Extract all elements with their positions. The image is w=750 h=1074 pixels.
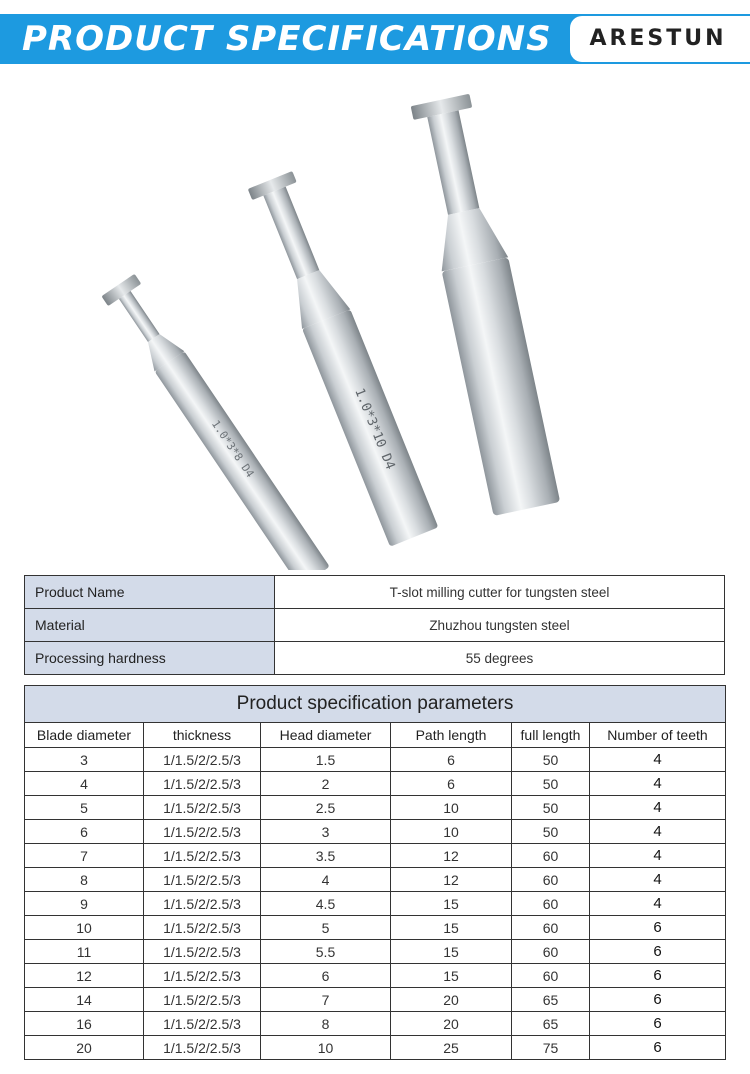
cutter-small (101, 274, 331, 570)
table-cell: 5 (261, 916, 391, 940)
cutter-engraving-small: 1.0*3*8 D4 (208, 417, 257, 480)
table-row (25, 609, 725, 642)
table-cell: 6 (25, 820, 144, 844)
table-cell: 5 (25, 796, 144, 820)
table-cell: 20 (391, 988, 512, 1012)
table-row (25, 844, 726, 868)
table-row (25, 576, 725, 609)
table-cell: 7 (25, 844, 144, 868)
table-cell: 65 (512, 1012, 590, 1036)
table-cell: 8 (25, 868, 144, 892)
table-cell: 50 (512, 748, 590, 772)
table-cell: 60 (512, 964, 590, 988)
table-cell: 4 (590, 820, 726, 844)
table-cell: 1/1.5/2/2.5/3 (144, 940, 261, 964)
info-label: Processing hardness (25, 642, 275, 675)
table-cell: 1/1.5/2/2.5/3 (144, 916, 261, 940)
table-cell: 5.5 (261, 940, 391, 964)
column-header: Blade diameter (25, 723, 144, 748)
table-cell: 1/1.5/2/2.5/3 (144, 964, 261, 988)
table-cell: 3.5 (261, 844, 391, 868)
table-cell: 1/1.5/2/2.5/3 (144, 820, 261, 844)
table-cell: 1/1.5/2/2.5/3 (144, 1012, 261, 1036)
table-cell: 4 (261, 868, 391, 892)
table-cell: 14 (25, 988, 144, 1012)
table-cell: 6 (261, 964, 391, 988)
column-header: thickness (144, 723, 261, 748)
table-cell: 25 (391, 1036, 512, 1060)
column-header: Head diameter (261, 723, 391, 748)
table-cell: 6 (391, 748, 512, 772)
table-row (25, 1012, 726, 1036)
table-row (25, 1036, 726, 1060)
table-cell: 6 (590, 964, 726, 988)
table-cell: 10 (261, 1036, 391, 1060)
table-cell: 8 (261, 1012, 391, 1036)
table-cell: 50 (512, 772, 590, 796)
brand-logo: ARESTUN (589, 26, 727, 51)
table-row (25, 964, 726, 988)
table-cell: 4 (25, 772, 144, 796)
table-cell: 75 (512, 1036, 590, 1060)
table-cell: 10 (25, 916, 144, 940)
table-cell: 10 (391, 820, 512, 844)
table-cell: 3 (25, 748, 144, 772)
table-row (25, 796, 726, 820)
spec-table-title: Product specification parameters (25, 686, 726, 723)
table-cell: 4 (590, 748, 726, 772)
table-row (25, 940, 726, 964)
table-cell: 15 (391, 940, 512, 964)
cutter-large (407, 93, 560, 516)
cutter-engraving-medium: 1.0*3*10 D4 (351, 386, 398, 472)
table-cell: 1/1.5/2/2.5/3 (144, 868, 261, 892)
table-cell: 4 (590, 868, 726, 892)
table-cell: 15 (391, 892, 512, 916)
table-cell: 1/1.5/2/2.5/3 (144, 748, 261, 772)
product-info-table (24, 575, 725, 675)
table-cell: 6 (590, 940, 726, 964)
table-cell: 4.5 (261, 892, 391, 916)
spec-table-body (25, 748, 726, 1060)
table-cell: 6 (590, 988, 726, 1012)
info-label: Material (25, 609, 275, 642)
table-cell: 7 (261, 988, 391, 1012)
table-cell: 15 (391, 916, 512, 940)
table-cell: 60 (512, 844, 590, 868)
table-cell: 6 (590, 916, 726, 940)
table-cell: 50 (512, 796, 590, 820)
table-cell: 4 (590, 796, 726, 820)
table-cell: 4 (590, 772, 726, 796)
table-cell: 12 (25, 964, 144, 988)
table-row (25, 892, 726, 916)
spec-header-row (25, 723, 726, 748)
info-value: 55 degrees (275, 642, 725, 675)
table-row (25, 642, 725, 675)
table-cell: 4 (590, 844, 726, 868)
info-label: Product Name (25, 576, 275, 609)
table-cell: 10 (391, 796, 512, 820)
info-value: T-slot milling cutter for tungsten steel (275, 576, 725, 609)
spec-table (24, 685, 726, 1060)
table-cell: 1/1.5/2/2.5/3 (144, 796, 261, 820)
info-value: Zhuzhou tungsten steel (275, 609, 725, 642)
table-cell: 12 (391, 844, 512, 868)
table-cell: 1/1.5/2/2.5/3 (144, 844, 261, 868)
table-row (25, 868, 726, 892)
product-image (0, 70, 750, 570)
table-cell: 60 (512, 868, 590, 892)
table-row (25, 772, 726, 796)
table-cell: 20 (391, 1012, 512, 1036)
table-row (25, 988, 726, 1012)
table-cell: 6 (590, 1012, 726, 1036)
table-cell: 1/1.5/2/2.5/3 (144, 892, 261, 916)
table-cell: 16 (25, 1012, 144, 1036)
column-header: Number of teeth (590, 723, 726, 748)
table-cell: 2.5 (261, 796, 391, 820)
table-cell: 3 (261, 820, 391, 844)
column-header: full length (512, 723, 590, 748)
table-cell: 60 (512, 916, 590, 940)
table-row (25, 820, 726, 844)
table-cell: 11 (25, 940, 144, 964)
table-cell: 60 (512, 940, 590, 964)
column-header: Path length (391, 723, 512, 748)
page-title: PRODUCT SPECIFICATIONS (22, 19, 552, 59)
table-row (25, 916, 726, 940)
table-cell: 15 (391, 964, 512, 988)
table-cell: 1/1.5/2/2.5/3 (144, 1036, 261, 1060)
table-cell: 20 (25, 1036, 144, 1060)
table-cell: 1/1.5/2/2.5/3 (144, 988, 261, 1012)
table-row (25, 748, 726, 772)
table-cell: 4 (590, 892, 726, 916)
table-cell: 1/1.5/2/2.5/3 (144, 772, 261, 796)
table-cell: 6 (391, 772, 512, 796)
table-cell: 65 (512, 988, 590, 1012)
table-cell: 1.5 (261, 748, 391, 772)
table-cell: 12 (391, 868, 512, 892)
table-cell: 60 (512, 892, 590, 916)
table-cell: 6 (590, 1036, 726, 1060)
table-cell: 9 (25, 892, 144, 916)
table-cell: 50 (512, 820, 590, 844)
table-cell: 2 (261, 772, 391, 796)
